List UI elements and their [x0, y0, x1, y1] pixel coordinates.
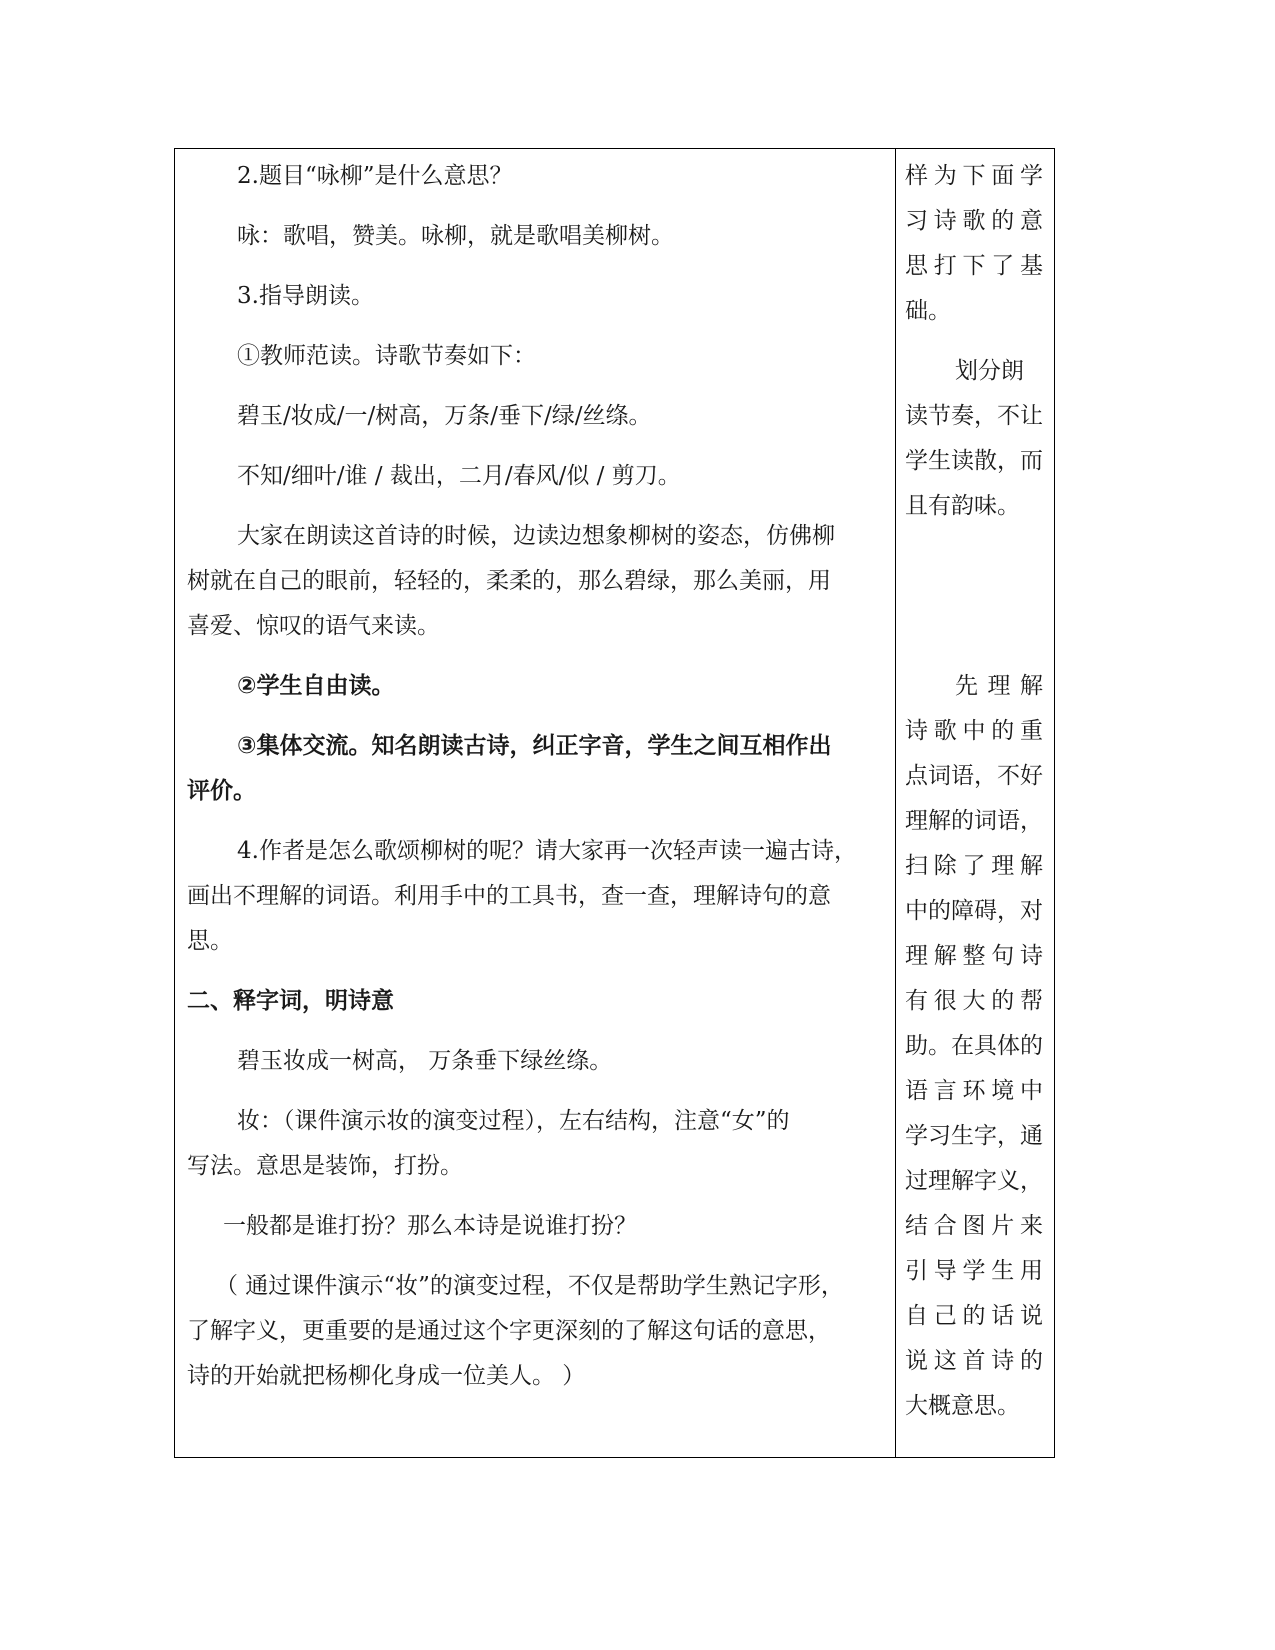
column-divider — [895, 149, 896, 1457]
student-free-reading: ②学生自由读。 — [237, 673, 395, 699]
reading-instruction-p1: 大家在朗读这首诗的时候，边读边想象柳树的姿态，仿佛柳 — [237, 523, 835, 549]
step-reading-guide: 3.指导朗读。 — [237, 283, 374, 309]
group-exchange-p1: ③集体交流。知名朗读古诗，纠正字音，学生之间互相作出 — [237, 733, 832, 759]
side-note-line: 扫 除 了 理 解 — [905, 853, 1043, 879]
question-praise-p2: 画出不理解的词语。利用手中的工具书，查一查，理解诗句的意 — [187, 883, 831, 909]
side-note-line: 学习生字，通 — [905, 1123, 1043, 1149]
question-who-dresses: 一般都是谁打扮？那么本诗是说谁打扮？ — [223, 1213, 637, 1239]
side-note-line: 说 这 首 诗 的 — [905, 1348, 1043, 1374]
side-note-line: 引 导 学 生 用 — [905, 1258, 1043, 1284]
question-praise-p1: 4.作者是怎么歌颂柳树的呢？请大家再一次轻声读一遍古诗， — [237, 838, 857, 864]
side-note-line: 础。 — [905, 298, 951, 324]
section-heading-2: 二、释字词，明诗意 — [187, 988, 394, 1014]
side-note-line: 诗 歌 中 的 重 — [905, 718, 1043, 744]
note-p2: 了解字义，更重要的是通过这个字更深刻的了解这句话的意思， — [187, 1318, 831, 1344]
zhuang-explanation-p1: 妆：（课件演示妆的演变过程），左右结构，注意“女”的 — [237, 1108, 790, 1134]
side-note-line: 习 诗 歌 的 意 — [905, 208, 1043, 234]
question-praise-p3: 思。 — [187, 928, 233, 954]
side-note-line: 自 己 的 话 说 — [905, 1303, 1043, 1329]
side-note-line: 点词语，不好 — [905, 763, 1043, 789]
side-note-line: 大概意思。 — [905, 1393, 1020, 1419]
side-note-line: 思 打 下 了 基 — [905, 253, 1043, 279]
side-note-line: 学生读散，而 — [905, 448, 1043, 474]
side-note-line: 样 为 下 面 学 — [905, 163, 1043, 189]
side-note-line: 中的障碍，对 — [905, 898, 1043, 924]
note-p1: （ 通过课件演示“妆”的演变过程，不仅是帮助学生熟记字形， — [215, 1273, 844, 1299]
reading-instruction-p3: 喜爱、惊叹的语气来读。 — [187, 613, 440, 639]
side-note-line: 理解的词语， — [905, 808, 1043, 834]
reading-instruction-p2: 树就在自己的眼前，轻轻的，柔柔的，那么碧绿，那么美丽，用 — [187, 568, 831, 594]
poem-rhythm-line-1: 碧玉/妆成/一/树高，万条/垂下/绿/丝绦。 — [237, 403, 652, 429]
poem-rhythm-line-2: 不知/细叶/谁 / 裁出，二月/春风/似 / 剪刀。 — [237, 463, 681, 489]
side-note-line: 助。在具体的 — [905, 1033, 1043, 1059]
side-note-line: 且有韵味。 — [905, 493, 1020, 519]
side-note-line: 读节奏，不让 — [905, 403, 1043, 429]
poem-line-1: 碧玉妆成一树高， 万条垂下绿丝绦。 — [237, 1048, 613, 1074]
side-note-line: 有 很 大 的 帮 — [905, 988, 1043, 1014]
definition-yong: 咏：歌唱，赞美。咏柳，就是歌唱美柳树。 — [237, 223, 674, 249]
lesson-table — [174, 148, 1055, 1458]
lesson-content-column — [187, 149, 887, 1457]
teacher-demo-reading: ①教师范读。诗歌节奏如下： — [237, 343, 536, 369]
side-note-line: 先 理 解 — [955, 673, 1043, 699]
note-p3: 诗的开始就把杨柳化身成一位美人。 ） — [187, 1363, 586, 1389]
side-note-line: 理 解 整 句 诗 — [905, 943, 1043, 969]
design-intent-column — [905, 149, 1047, 1457]
side-note-line: 结 合 图 片 来 — [905, 1213, 1043, 1239]
group-exchange-p2: 评价。 — [187, 778, 256, 804]
side-note-line: 过理解字义， — [905, 1168, 1043, 1194]
side-note-line: 划分朗 — [955, 358, 1024, 384]
question-title-meaning: 2.题目“咏柳”是什么意思？ — [237, 163, 513, 189]
side-note-line: 语 言 环 境 中 — [905, 1078, 1043, 1104]
zhuang-explanation-p2: 写法。意思是装饰，打扮。 — [187, 1153, 463, 1179]
